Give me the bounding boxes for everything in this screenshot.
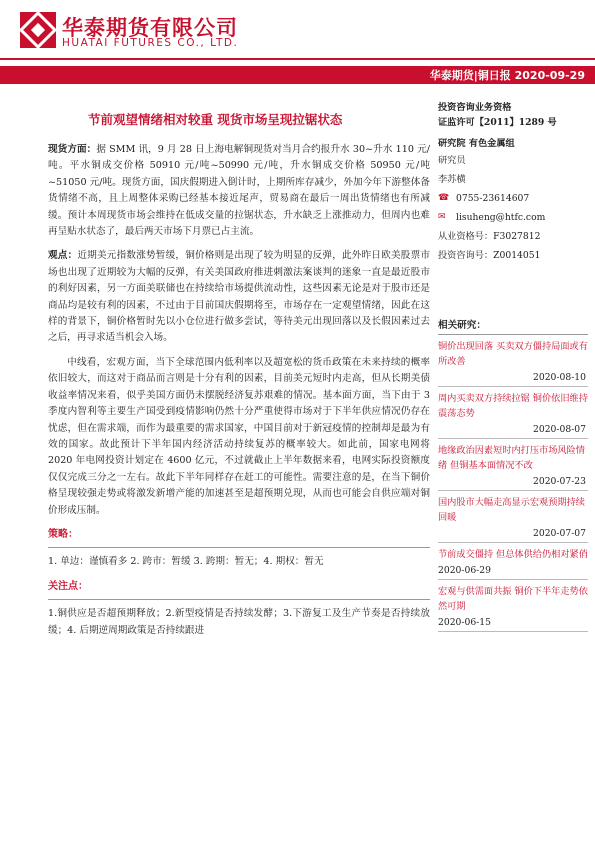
qualification-title: 投资咨询业务资格 [438,102,512,113]
invest-number: Z0014051 [493,250,541,261]
focus-heading: 关注点： [48,579,430,600]
related-item[interactable] [438,443,588,491]
related-title[interactable]: 宏观与供需面共振 铜价下半年走势依然可期 [438,586,588,612]
header-divider [0,58,595,60]
researcher-label: 研究员 [438,155,466,166]
company-logo [20,12,56,48]
section-midterm-text: 中线看，宏观方面，当下全球范围内低利率以及超宽松的货币政策在未来持续的概率依旧较大，而这对于商品而言则是十分有利的因素，目前美元短时内走高，但从长期美债收益率情况来看，似乎美国方面仍未摆脱经济复苏艰难的情况。基本面方面，当下由于 3 季度内智利等主要生产国受到疫情影响仍然十分严重使得市场对于下半年供应情况仍存在忧虑，但在需求端，而作为最重要的需求国家，中国目前对于新冠疫情的控制却是最为有效的国家。故此预计下半年国内经济活动持续复苏的概率较大。如此前，国家电网将 2020 年电网投资计划定在 4600 亿元，不过就截止上半年数据来看，电网实际投资额度仅仅完成三分之一左右。故此下半年同样存在赶工的可能性。需要注意的是，在当下铜价格呈现较强走势或将激发新增产能的加速甚至是超预期兑现，从而也可能会自供应端对铜价形成压制。 [48,356,430,516]
section-view-text: 近期美元指数涨势暂缓，铜价格则是出现了较为明显的反弹，此外昨日欧美股票市场也出现了近期较为大幅的反弹，有关美国政府推进刺激法案谈判的迷象一直是最近股市的利好因素，另一方面美联储也在持续给市场提供流动性，这些因素无论是对于股市还是商品均是较有利的因素，不过由于目前国庆假期将至，市场存在一定观望情绪，因此在这样的背景下，铜价格暂时先以小仓位进行做多尝试，等待美元出现回落以及长假因素过去之后，再寻求适当机会入场。 [48,250,431,344]
department: 研究院 有色金属组 [438,138,515,149]
invest-row [438,246,588,265]
email-icon: ✉ [438,212,446,222]
phone-number: 0755-23614607 [456,193,530,204]
cert-number: F3027812 [493,231,541,242]
strategy-text: 1. 单边：谨慎看多 2. 跨市：暂缓 3. 跨期：暂无；4. 期权：暂无 [48,556,324,568]
related-item[interactable] [438,584,588,632]
related-title[interactable]: 周内买卖双方持续拉锯 铜价依旧维持震荡态势 [438,393,588,419]
related-date: 2020-08-07 [438,421,588,439]
section-spot [48,142,430,240]
related-heading: 相关研究： [438,317,588,335]
related-date: 2020-08-10 [438,369,588,387]
related-date: 2020-07-07 [438,525,588,543]
related-item[interactable] [438,391,588,439]
researcher-name: 李苏横 [438,174,466,185]
related-item[interactable] [438,339,588,387]
report-type-date: 华泰期货|铜日报 2020-09-29 [429,69,585,82]
section-spot-label: 现货方面： [48,144,97,155]
company-name-cn: 华泰期货有限公司 [62,16,238,40]
email-row [438,208,588,227]
related-title[interactable]: 国内股市大幅走高显示宏观预期持续回暖 [438,497,585,523]
phone-row [438,189,588,208]
section-spot-text: 据 SMM 讯，9 月 28 日上海电解铜现货对当月合约报升水 30~升水 110 元/吨。平水铜成交价格 50910 元/吨~50990 元/吨，升水铜成交价格 50950 元/吨~51050 元/吨。现货方面，国庆假期进入倒计时，上期所库存减少，外加今年下游整体备货情绪不高，且上周整体采购已经基本接近尾声，贸易商在最后一周出货情绪也有所减缓。预计本周现货市场会维持在低成交量的拉锯状态，升水缺乏上涨推动力，但周内也难再呈贴水状态了，最后两天市场下月票已占主流。 [48,144,430,238]
cert-row [438,227,588,246]
related-date: 2020-07-23 [438,473,588,491]
report-header [0,0,595,60]
sidebar [438,100,588,636]
phone-icon: ☎ [438,193,450,203]
related-date: 2020-06-29 [438,562,588,580]
company-name-en: HUATAI FUTURES CO., LTD. [62,37,239,49]
strategy-heading: 策略： [48,527,430,548]
report-title: 节前观望情绪相对较重 现货市场呈现拉锯状态 [88,112,343,127]
email-address[interactable]: lisuheng@htfc.com [456,212,546,223]
logo-mark-icon [20,12,56,48]
invest-label: 投资咨询号： [438,250,494,261]
section-view [48,248,430,346]
main-content [48,142,430,647]
cert-label: 从业资格号： [438,231,494,242]
related-title[interactable]: 地缘政治因素短时内打压市场风险情绪 但铜基本面情况不改 [438,445,585,471]
focus-text: 1.铜供应是否超预期释放；2.新型疫情是否持续发酵；3.下游复工及生产节奏是否持续放缓；4. 后期逆周期政策是否持续跟进 [48,608,430,636]
qualification-number: 证监许可【2011】1289 号 [438,117,557,128]
related-title[interactable]: 铜价出现回落 买卖双方僵持局面或有所改善 [438,341,588,367]
section-midterm [48,355,430,519]
related-date: 2020-06-15 [438,614,588,632]
related-title[interactable]: 节前成交僵持 但总体供给仍相对紧俏 [438,549,588,560]
section-view-label: 观点： [48,250,78,262]
related-item[interactable] [438,547,588,580]
related-item[interactable] [438,495,588,543]
report-band [0,66,595,84]
